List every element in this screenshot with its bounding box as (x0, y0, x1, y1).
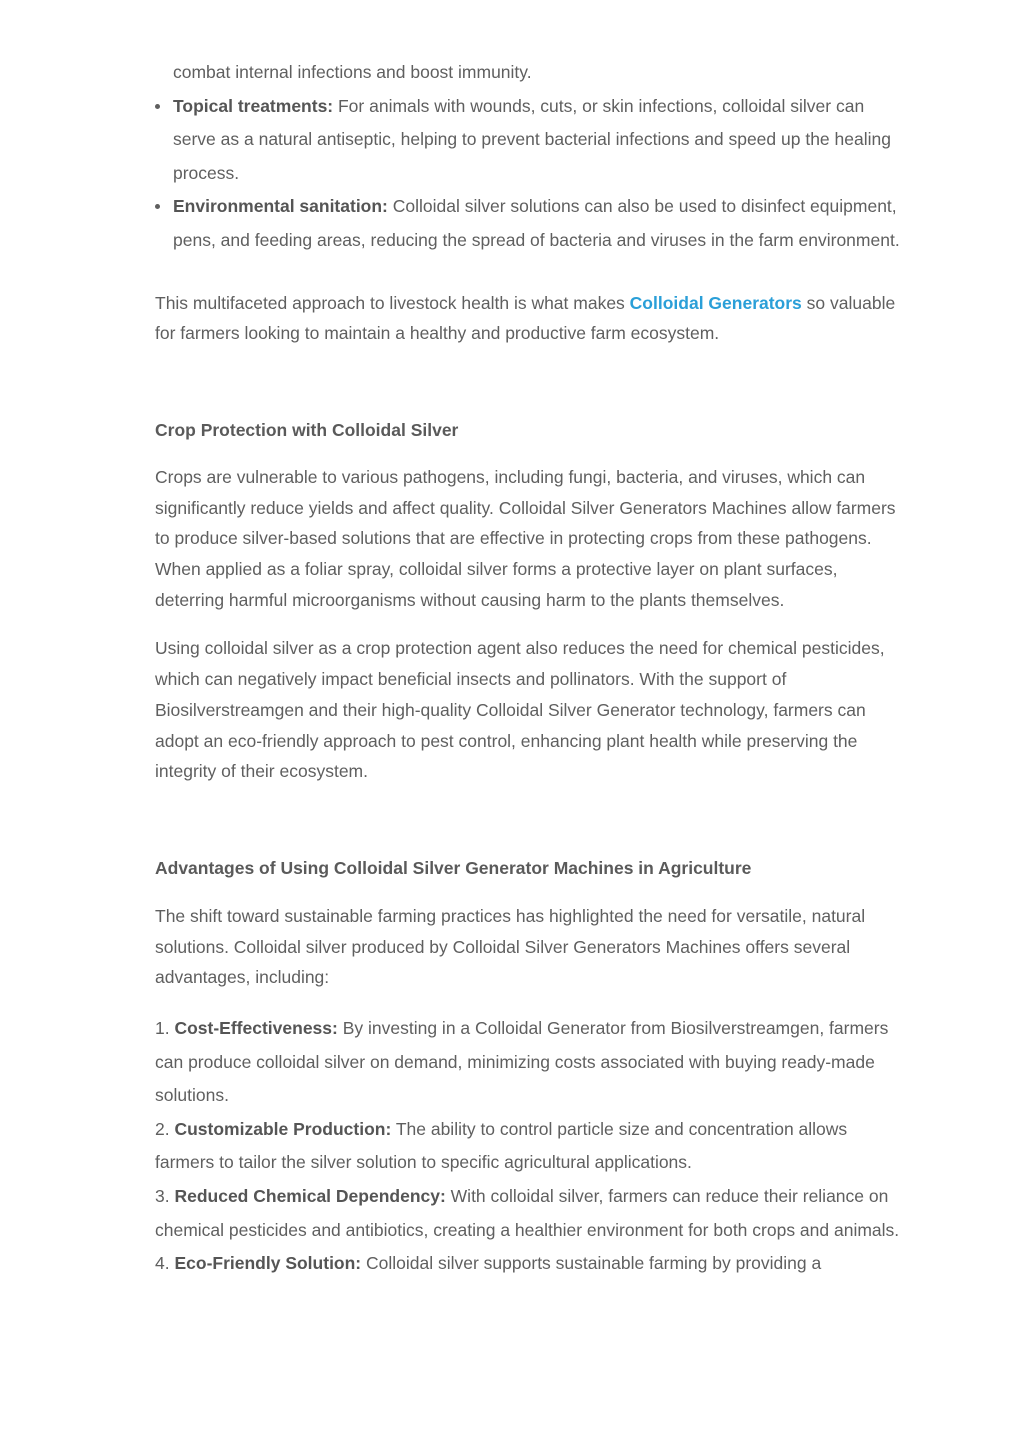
continuation-text: combat internal infections and boost immunity. (173, 62, 532, 82)
document-page (155, 56, 905, 1281)
advantages-intro: The shift toward sustainable farming practices has highlighted the need for versatile, natural solutions. Colloidal silver produced by Colloidal Silver Generators Machines offers several advantages, including: (155, 906, 866, 988)
bullet-title: Environmental sanitation: (173, 196, 388, 217)
item-title: Cost-Effectiveness: (174, 1018, 338, 1039)
paragraph-text: This multifaceted approach to livestock health is what makes (155, 292, 630, 313)
crop-paragraph-1: Crops are vulnerable to various pathogens, including fungi, bacteria, and viruses, which can significantly reduce yields and affect quality. Colloidal Silver Generators Machines allow farmers to produce silver-based solutions that are effective in protecting crops from these pathogens. When applied as a foliar spray, colloidal silver forms a protective layer on plant surfaces, deterring harmful microorganisms without causing harm to the plants themselves. (155, 466, 896, 610)
item-number: 2. (155, 1118, 175, 1139)
advantages-heading: Advantages of Using Colloidal Silver Generator Machines in Agriculture (155, 858, 752, 878)
crop-paragraph-2: Using colloidal silver as a crop protection agent also reduces the need for chemical pesticides, which can negatively impact beneficial insects and pollinators. With the support of Biosilverstreamgen and their high-quality Colloidal Silver Generator technology, farmers can adopt an eco-friendly approach to pest control, enhancing plant health while preserving the integrity of their ecosystem. (155, 638, 885, 782)
item-number: 1. (155, 1018, 175, 1039)
item-text: With colloidal silver, farmers can reduce their reliance on chemical pesticides and antibiotics, creating a healthier environment for both crops and animals. (155, 1186, 900, 1240)
paragraph-text: so valuable for farmers looking to maintain a healthy and productive farm ecosystem. (155, 292, 896, 344)
colloidal-generators-link[interactable]: Colloidal Generators (629, 292, 802, 313)
item-number: 3. (155, 1186, 175, 1207)
list-item (155, 1247, 905, 1281)
item-title: Customizable Production: (174, 1118, 392, 1139)
item-title: Reduced Chemical Dependency: (174, 1186, 446, 1207)
advantages-list (155, 1012, 905, 1281)
bullet-dot-icon (155, 104, 160, 109)
list-item (155, 90, 905, 191)
bullet-title: Topical treatments: (173, 95, 334, 116)
item-number: 4. (155, 1253, 175, 1274)
bullet-list (155, 56, 905, 258)
bullet-dot-icon (155, 204, 160, 209)
item-text: By investing in a Colloidal Generator from Biosilverstreamgen, farmers can produce colloidal silver on demand, minimizing costs associated with buying ready-made solutions. (155, 1018, 889, 1106)
bullet-text: For animals with wounds, cuts, or skin infections, colloidal silver can serve as a natural antiseptic, helping to prevent bacterial infections and speed up the healing process. (173, 95, 891, 183)
list-item-continuation (155, 56, 905, 90)
bullet-text: Colloidal silver solutions can also be used to disinfect equipment, pens, and feeding areas, reducing the spread of bacteria and viruses in the farm environment. (173, 196, 900, 250)
item-text: The ability to control particle size and concentration allows farmers to tailor the silver solution to specific agricultural applications. (155, 1118, 848, 1173)
item-text: Colloidal silver supports sustainable farming by providing a (361, 1253, 822, 1274)
list-item (155, 1012, 905, 1113)
list-item (155, 1180, 905, 1247)
list-item (155, 190, 905, 257)
multifaceted-paragraph (155, 288, 905, 349)
crop-protection-heading: Crop Protection with Colloidal Silver (155, 419, 459, 440)
list-item (155, 1113, 905, 1180)
item-title: Eco-Friendly Solution: (174, 1253, 362, 1274)
